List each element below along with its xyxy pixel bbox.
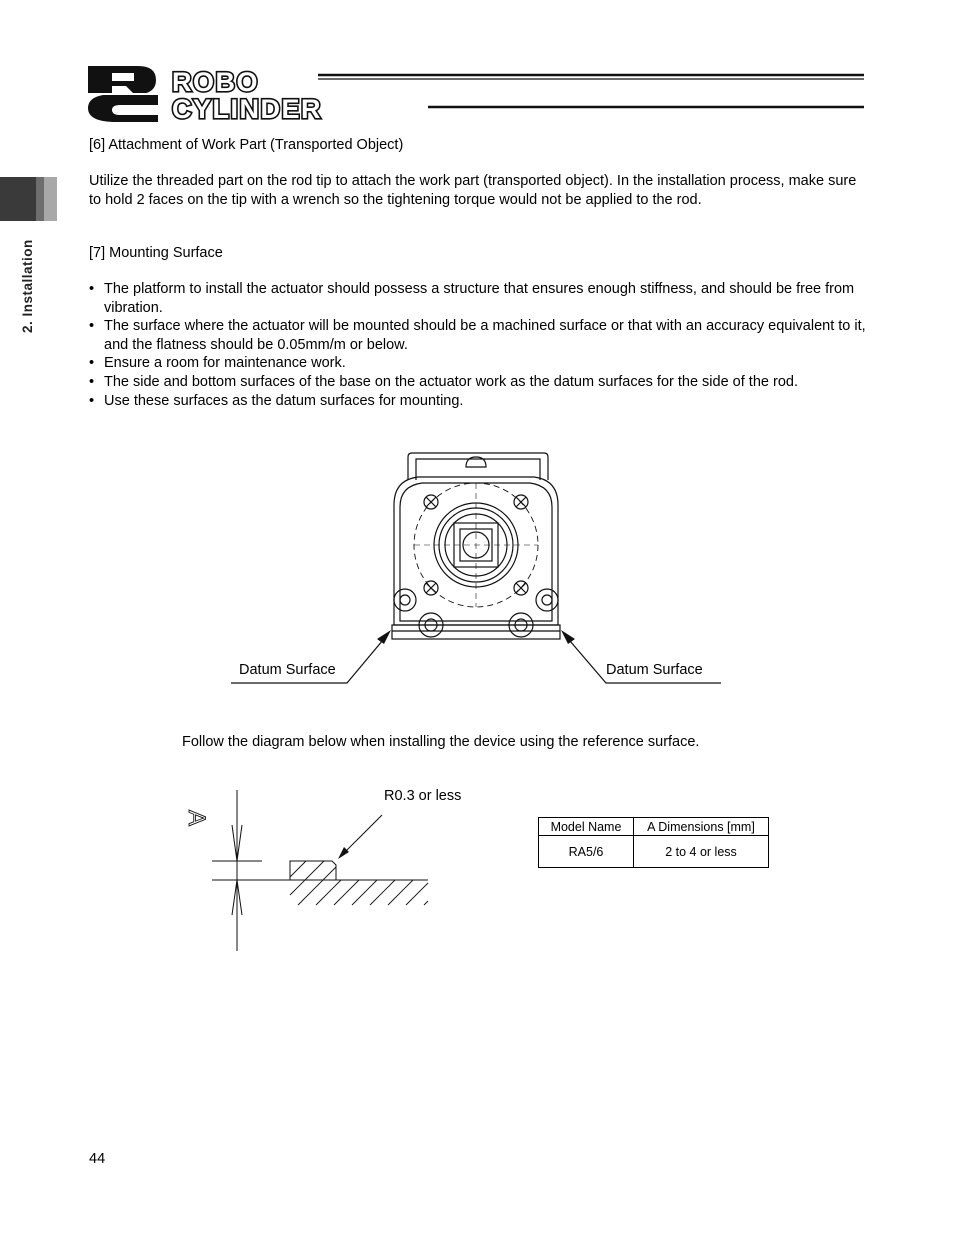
bullet-item: • The side and bottom surfaces of the base on the actuator work as the datum surfaces for the side of the rod. [89,373,869,392]
table-cell: RA5/6 [539,836,634,868]
side-tab-block-dark [0,177,36,221]
radius-note-label: R0.3 or less [384,788,462,804]
section-hatching [290,861,428,905]
bullet-item: • The surface where the actuator will be mounted should be a machined surface or that with an accuracy equivalent to it, and the flatness should be 0.05mm/m or below. [89,317,869,354]
header-rules [318,75,864,107]
bullet-item: • Use these surfaces as the datum surfaces for mounting. [89,392,869,411]
datum-arrow-left [377,630,391,644]
mounting-bullet-list [89,280,869,411]
logo-text-cylinder: CYLINDER [172,94,323,124]
side-tab-block-mid [36,177,44,221]
table-row [539,836,769,868]
table-header-cell: Model Name [539,818,634,836]
section7-title: [7] Mounting Surface [89,245,223,261]
table-cell: 2 to 4 or less [634,836,769,868]
datum-surface-label-right: Datum Surface [606,662,703,678]
dimension-letter: A [183,810,210,827]
section6-body: Utilize the threaded part on the rod tip to attach the work part (transported object). In the installation process, make sure to hold 2 faces on the tip with a wrench so the tightening torque would not be applied to the rod. [89,173,857,208]
side-tab-label: 2. Installation [20,239,35,333]
side-tab-block-light [44,177,57,221]
datum-arrow-right [561,630,575,644]
actuator-front-view-drawing [226,445,726,690]
table-header-cell: A Dimensions [mm] [634,818,769,836]
bullet-item: • Ensure a room for maintenance work. [89,354,869,373]
table-header-row [539,818,769,836]
rc-logo-mark [88,66,158,122]
bullet-item: • The platform to install the actuator should possess a structure that ensures enough stiffness, and should be free from vibration. [89,280,869,317]
reference-surface-section-drawing [180,785,440,955]
logo-text-robo: ROBO [172,67,259,97]
section6-title: [6] Attachment of Work Part (Transported Object) [89,137,404,153]
page-number: 44 [89,1151,106,1167]
datum-surface-label-left: Datum Surface [239,662,336,678]
a-dimensions-table [538,817,769,868]
reference-surface-intro: Follow the diagram below when installing the device using the reference surface. [182,734,700,750]
radius-arrow [338,847,349,859]
robo-cylinder-logo [86,64,866,124]
